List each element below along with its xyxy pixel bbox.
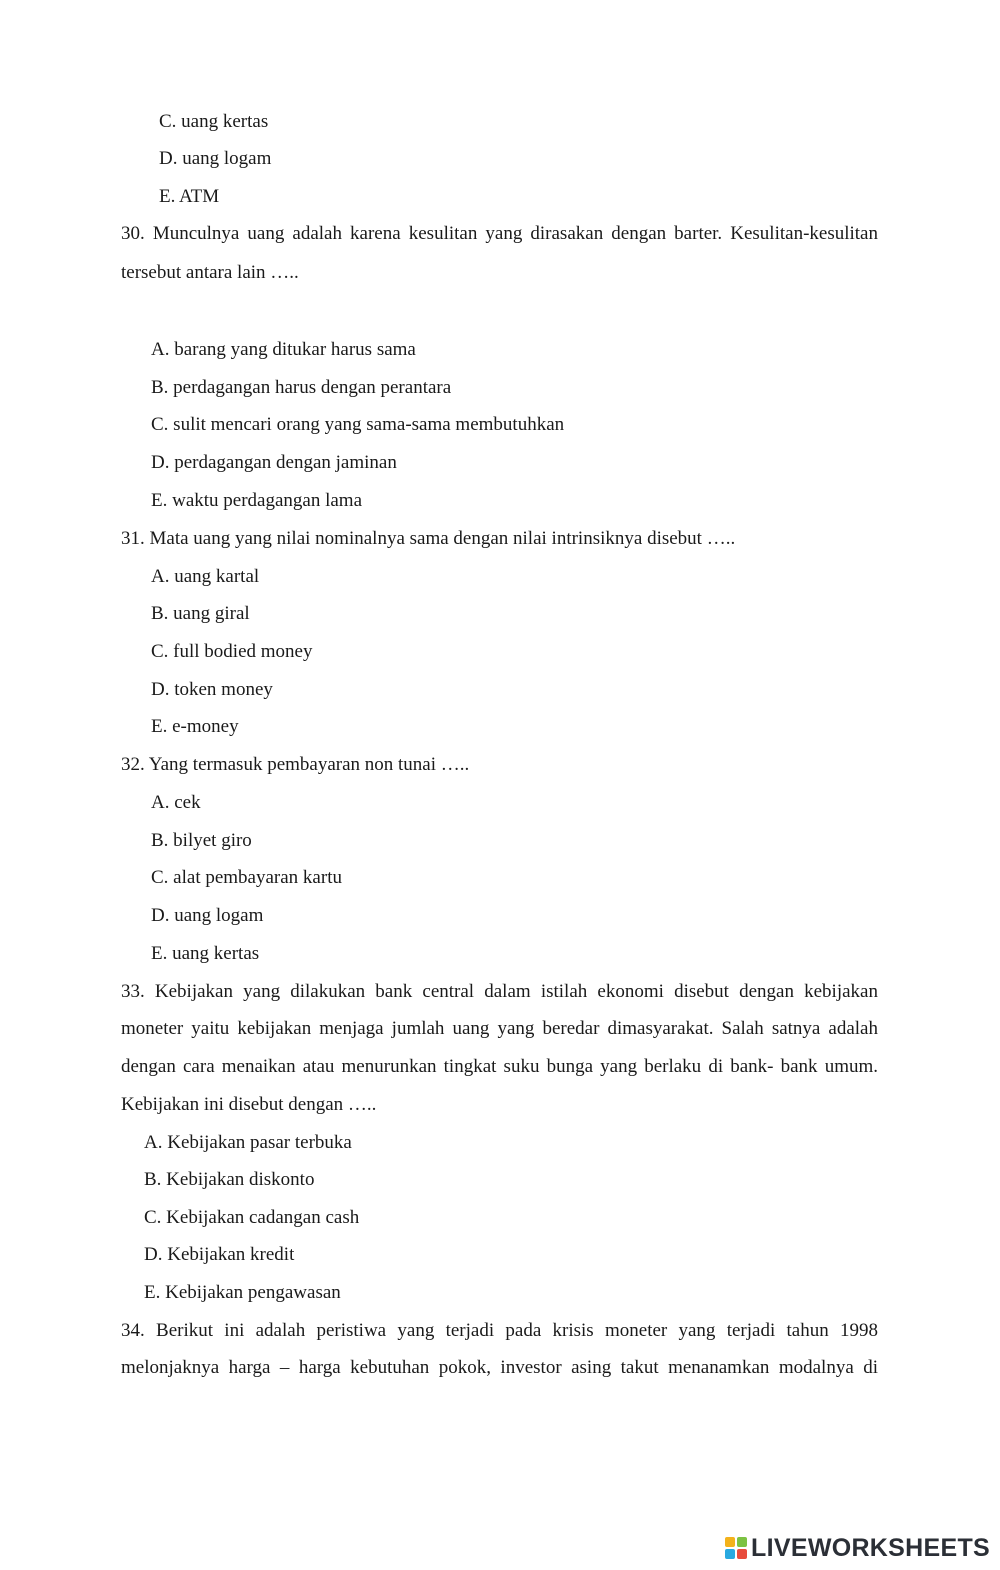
q33-option-c: C. Kebijakan cadangan cash: [144, 1207, 360, 1228]
q33-question-line2: moneter yaitu kebijakan menjaga jumlah uang yang beredar dimasyarakat. Salah satnya adalah: [121, 1018, 878, 1039]
q34-question-line2: melonjaknya harga – harga kebutuhan pokok, investor asing takut menanamkan modalnya di: [121, 1357, 878, 1378]
q30-option-c: C. sulit mencari orang yang sama-sama membutuhkan: [151, 414, 565, 435]
q30-option-b: B. perdagangan harus dengan perantara: [151, 377, 452, 398]
q34-question-line1: 34. Berikut ini adalah peristiwa yang terjadi pada krisis moneter yang terjadi tahun 1998: [121, 1320, 878, 1341]
q32-option-e: E. uang kertas: [151, 943, 260, 964]
q33-question-line1: 33. Kebijakan yang dilakukan bank central dalam istilah ekonomi disebut dengan kebijakan: [121, 981, 878, 1002]
logo-square-green: [737, 1537, 747, 1547]
q33-option-b: B. Kebijakan diskonto: [144, 1169, 315, 1190]
logo-square-yellow: [725, 1537, 735, 1547]
q31-option-c: C. full bodied money: [151, 641, 313, 662]
q31-option-a: A. uang kartal: [151, 566, 260, 587]
logo-square-blue: [725, 1549, 735, 1559]
q31-option-e: E. e-money: [151, 716, 239, 737]
q30-question-line2: tersebut antara lain …..: [121, 262, 299, 283]
q30-option-a: A. barang yang ditukar harus sama: [151, 339, 416, 360]
q33-option-e: E. Kebijakan pengawasan: [144, 1282, 341, 1303]
q32-option-a: A. cek: [151, 792, 201, 813]
q30-option-e: E. waktu perdagangan lama: [151, 490, 363, 511]
q33-option-a: A. Kebijakan pasar terbuka: [144, 1132, 352, 1153]
q31-option-b: B. uang giral: [151, 603, 250, 624]
q29-option-e: E. ATM: [159, 186, 220, 207]
q32-option-c: C. alat pembayaran kartu: [151, 867, 342, 888]
q32-option-d: D. uang logam: [151, 905, 264, 926]
q31-option-d: D. token money: [151, 679, 273, 700]
liveworksheets-logo-text: LIVEWORKSHEETS: [751, 1533, 990, 1562]
q33-question-line4: Kebijakan ini disebut dengan …..: [121, 1094, 377, 1115]
liveworksheets-logo: [725, 1533, 990, 1563]
q33-option-d: D. Kebijakan kredit: [144, 1244, 295, 1265]
liveworksheets-logo-icon: [725, 1537, 747, 1559]
q30-question-line1: 30. Munculnya uang adalah karena kesulitan yang dirasakan dengan barter. Kesulitan-kesulitan: [121, 223, 878, 244]
logo-square-red: [737, 1549, 747, 1559]
q29-option-c: C. uang kertas: [159, 111, 269, 132]
q29-option-d: D. uang logam: [159, 148, 272, 169]
q32-option-b: B. bilyet giro: [151, 830, 252, 851]
q31-question: 31. Mata uang yang nilai nominalnya sama dengan nilai intrinsiknya disebut …..: [121, 528, 736, 549]
q32-question: 32. Yang termasuk pembayaran non tunai …..: [121, 754, 470, 775]
q30-option-d: D. perdagangan dengan jaminan: [151, 452, 397, 473]
q33-question-line3: dengan cara menaikan atau menurunkan tingkat suku bunga yang berlaku di bank- bank umum.: [121, 1056, 878, 1077]
